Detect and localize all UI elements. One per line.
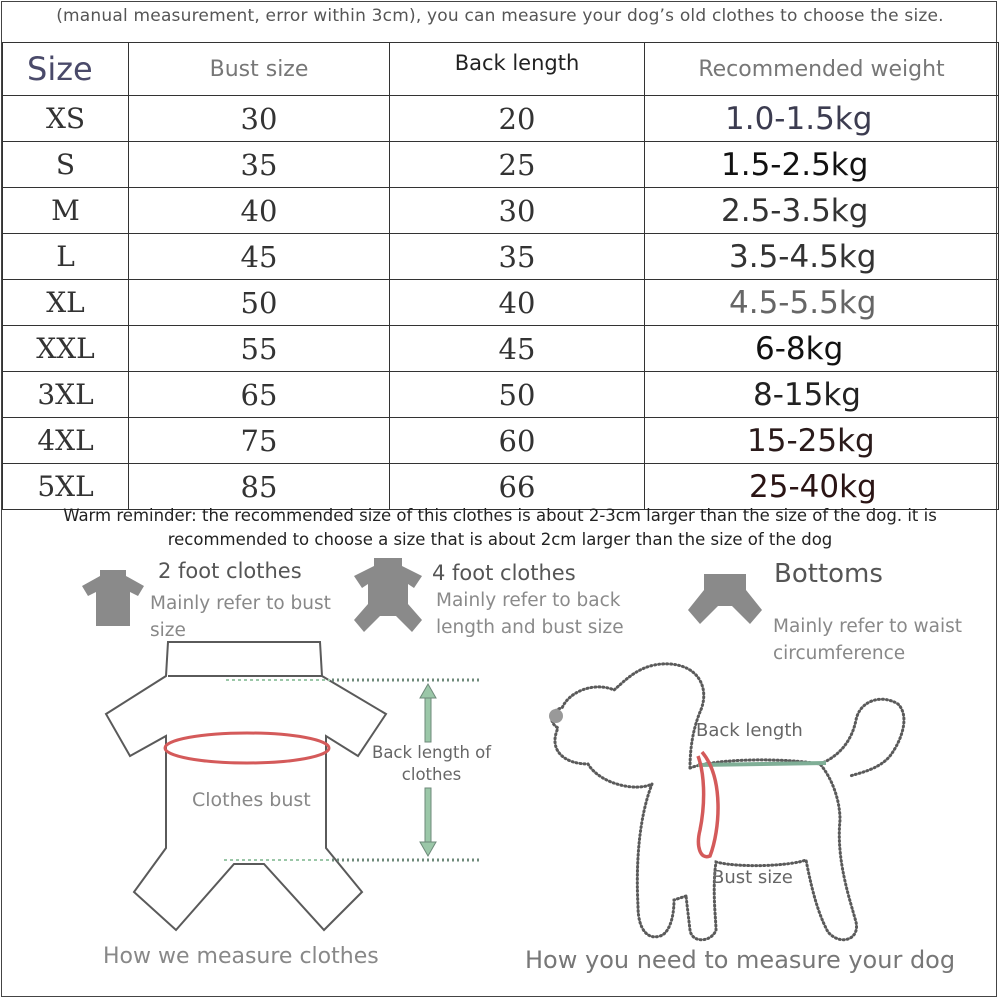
cell-weight: 6-8kg	[645, 326, 999, 372]
bottoms-title: Bottoms	[774, 559, 883, 589]
two-foot-title: 2 foot clothes	[158, 559, 302, 583]
cell-weight: 1.5-2.5kg	[645, 142, 999, 188]
bottoms-desc-line-1: Mainly refer to waist	[773, 616, 963, 637]
cell-weight: 4.5-5.5kg	[645, 280, 999, 326]
clothes-caption: How we measure clothes	[103, 944, 379, 969]
clothes-outline	[106, 642, 386, 930]
cell-bust: 65	[129, 372, 390, 418]
cell-size: 3XL	[3, 372, 129, 418]
cell-back: 60	[390, 418, 645, 464]
two-foot-desc	[150, 590, 331, 644]
table-row	[3, 96, 999, 142]
cell-back: 25	[390, 142, 645, 188]
cell-size: XS	[3, 96, 129, 142]
cell-back: 35	[390, 234, 645, 280]
measurement-note: (manual measurement, error within 3cm), you can measure your dog’s old clothes to choose the size.	[56, 6, 944, 26]
cell-weight: 1.0-1.5kg	[645, 96, 999, 142]
table-row	[3, 280, 999, 326]
cell-back: 30	[390, 188, 645, 234]
cell-bust: 75	[129, 418, 390, 464]
back-length-label-line-1: Back length of	[372, 743, 492, 762]
reminder-line-2: recommended to choose a size that is about 2cm larger than the size of the dog	[167, 530, 833, 549]
header-back-length: Back length	[390, 43, 645, 96]
table-header-row	[3, 43, 999, 96]
two-foot-desc-line-1: Mainly refer to bust	[150, 593, 331, 614]
back-length-label-line-2: clothes	[401, 765, 462, 784]
cell-size: L	[3, 234, 129, 280]
cell-weight: 3.5-4.5kg	[645, 234, 999, 280]
four-foot-desc-line-2: length and bust size	[436, 617, 624, 638]
header-recommended-weight: Recommended weight	[645, 43, 999, 96]
clothes-bust-label: Clothes bust	[192, 789, 311, 811]
table-row	[3, 418, 999, 464]
cell-size: 5XL	[3, 464, 129, 510]
cell-size: M	[3, 188, 129, 234]
cell-bust: 45	[129, 234, 390, 280]
four-foot-desc	[436, 587, 624, 641]
table-row	[3, 234, 999, 280]
shirt-icon	[80, 568, 146, 628]
dog-outline	[552, 664, 904, 940]
dog-bust-size-label: Bust size	[712, 867, 793, 888]
cell-bust: 40	[129, 188, 390, 234]
cell-back: 45	[390, 326, 645, 372]
cell-weight: 15-25kg	[645, 418, 999, 464]
warm-reminder	[10, 504, 990, 552]
cell-bust: 50	[129, 280, 390, 326]
cell-bust: 35	[129, 142, 390, 188]
table-row	[3, 142, 999, 188]
two-foot-desc-line-2: size	[150, 620, 186, 641]
bottoms-desc	[773, 613, 962, 667]
table-row	[3, 464, 999, 510]
cell-back: 66	[390, 464, 645, 510]
clothes-bust-back-dash	[165, 733, 329, 748]
four-foot-desc-line-1: Mainly refer to back	[436, 590, 621, 611]
back-length-of-clothes-label	[372, 742, 491, 786]
jumpsuit-icon	[350, 556, 426, 636]
dog-diagram	[540, 660, 920, 950]
cell-bust: 55	[129, 326, 390, 372]
cell-bust: 30	[129, 96, 390, 142]
cell-size: XXL	[3, 326, 129, 372]
dog-caption: How you need to measure your dog	[525, 946, 956, 974]
size-chart-table	[2, 42, 999, 510]
table-row	[3, 326, 999, 372]
cell-back: 20	[390, 96, 645, 142]
cell-weight: 2.5-3.5kg	[645, 188, 999, 234]
table-row	[3, 188, 999, 234]
cell-bust: 85	[129, 464, 390, 510]
pants-icon	[686, 572, 764, 628]
reminder-line-1: Warm reminder: the recommended size of this clothes is about 2-3cm larger than the size of the dog. it is	[63, 506, 937, 525]
bottoms-desc-line-2: circumference	[773, 643, 906, 664]
dog-back-length-label: Back length	[696, 720, 803, 741]
cell-weight: 25-40kg	[645, 464, 999, 510]
cell-size: 4XL	[3, 418, 129, 464]
dog-bust-loop	[698, 752, 718, 857]
four-foot-title: 4 foot clothes	[432, 561, 576, 585]
cell-back: 50	[390, 372, 645, 418]
dog-back-length-line	[698, 763, 826, 765]
cell-size: S	[3, 142, 129, 188]
header-bust-size: Bust size	[129, 43, 390, 96]
dog-nose	[549, 709, 563, 723]
cell-back: 40	[390, 280, 645, 326]
table-row	[3, 372, 999, 418]
cell-weight: 8-15kg	[645, 372, 999, 418]
cell-size: XL	[3, 280, 129, 326]
header-size: Size	[3, 43, 129, 96]
clothes-diagram	[100, 638, 490, 938]
